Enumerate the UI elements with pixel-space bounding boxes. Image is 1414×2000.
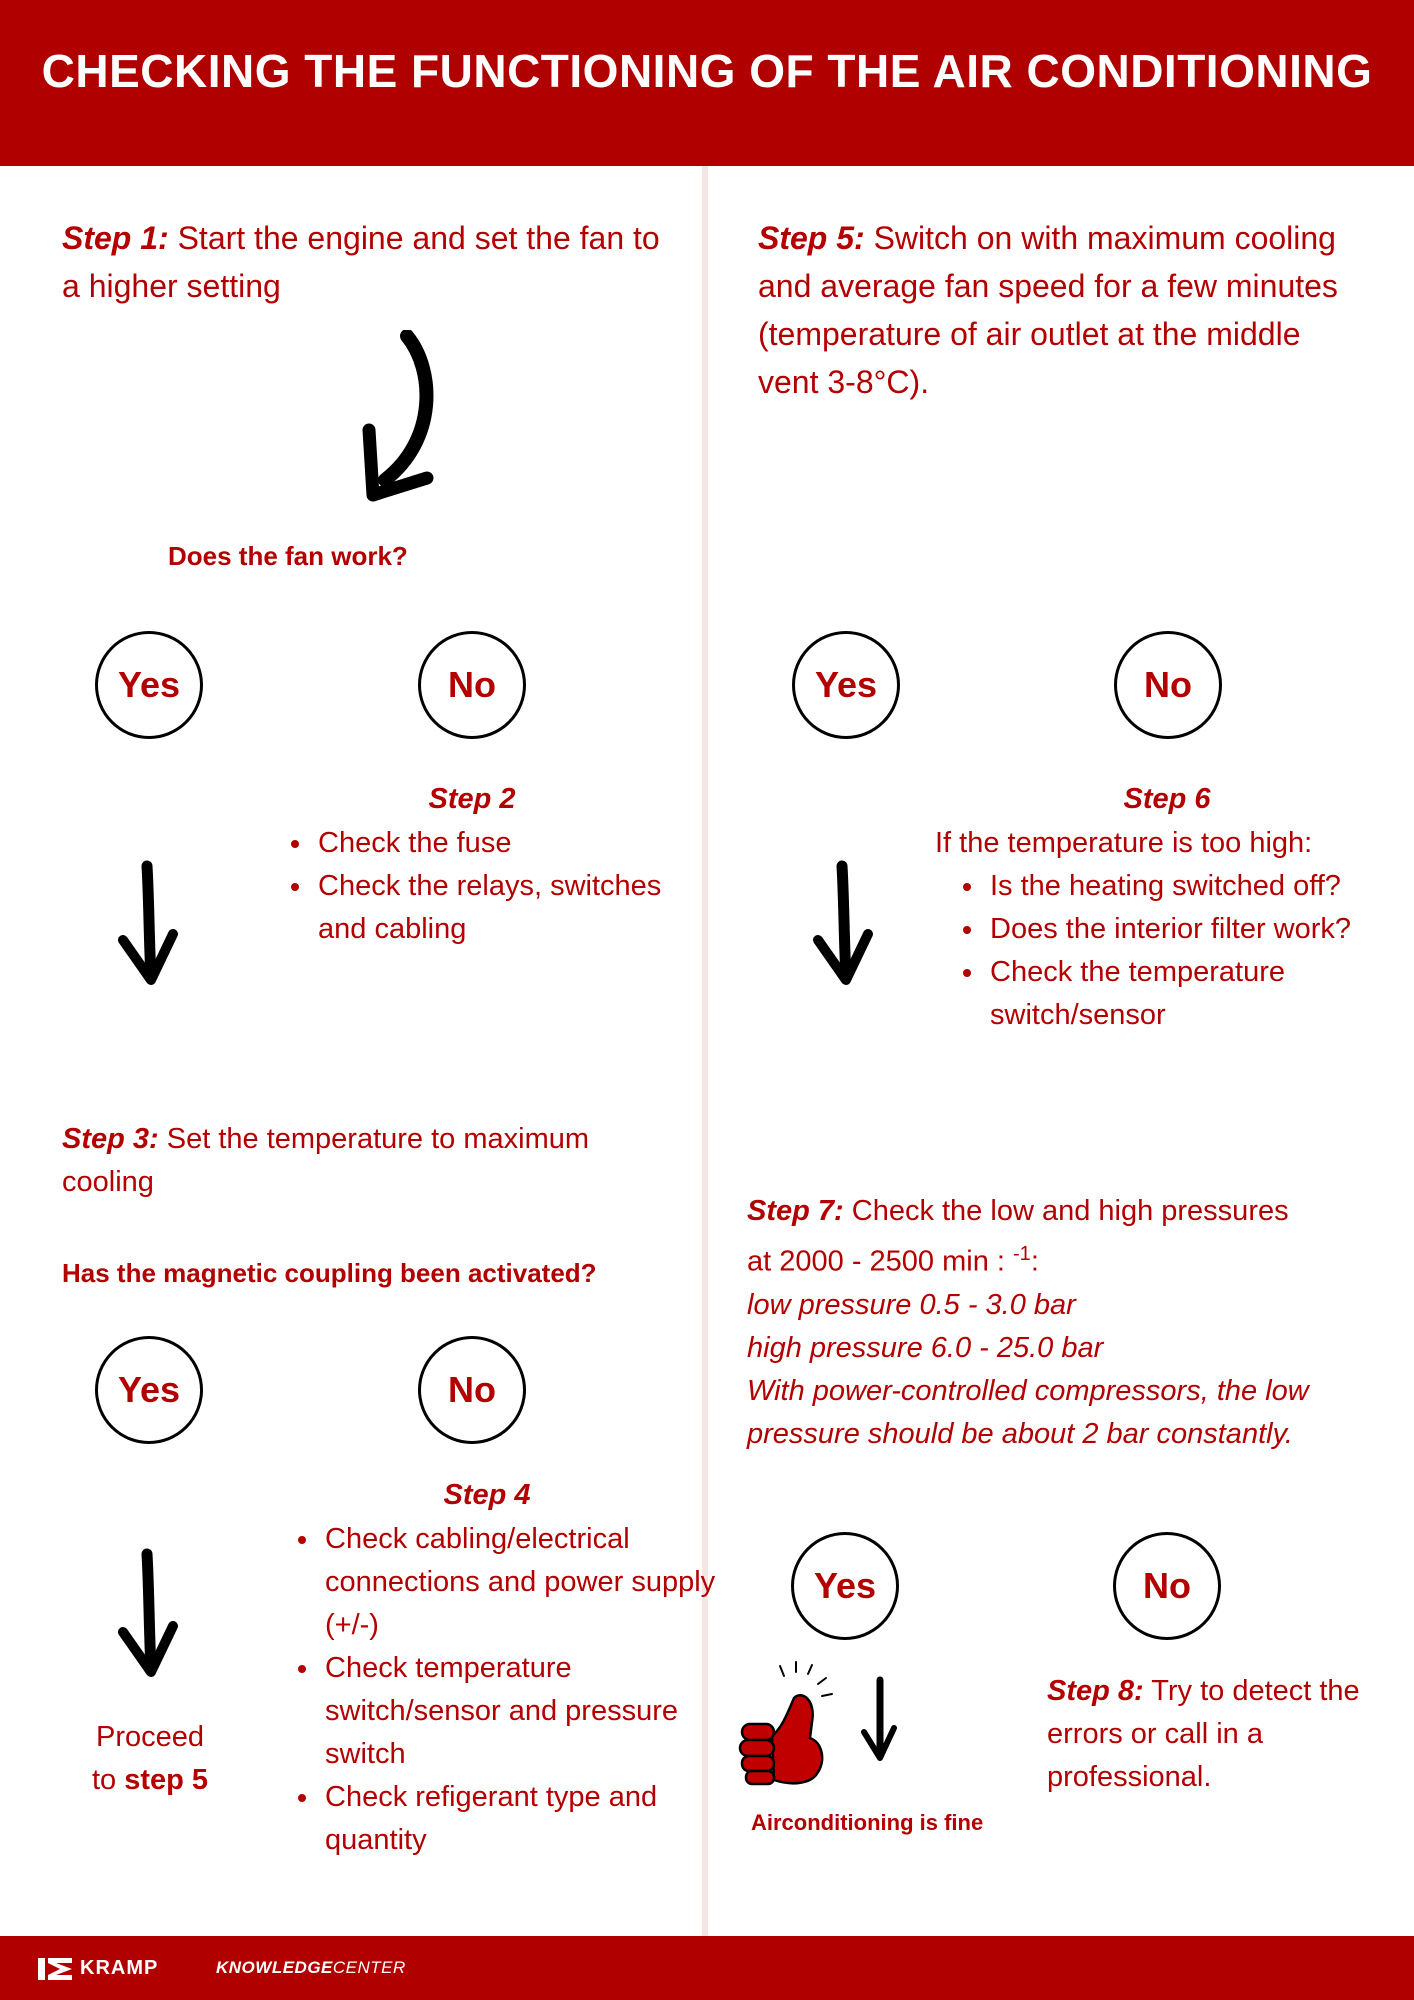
step7-body: Check the low and high pressures [843, 1195, 1289, 1227]
kramp-brand: KRAMP [80, 1957, 159, 1979]
step7-note: With power-controlled compressors, the low pressure should be about 2 bar constantly. [747, 1374, 1309, 1450]
step7-high: high pressure 6.0 - 25.0 bar [747, 1331, 1104, 1364]
step3-text [62, 1118, 682, 1204]
step4-item: • Check cabling/electrical connections and power supply (+/-) [321, 1518, 741, 1647]
small-down-arrow-icon [858, 1676, 902, 1764]
proceed-step5: step 5 [124, 1764, 209, 1796]
proceed-to: to [91, 1764, 125, 1796]
step6-intro: If the temperature is too high: [935, 827, 1313, 859]
step2-item: • Check the relays, switches and cabling [314, 865, 694, 951]
step6-item: • Does the interior filter work? [986, 908, 1414, 951]
step7-rpm: at 2000 - 2500 min : [747, 1245, 1005, 1278]
step6-list [950, 865, 1414, 1037]
step1-label: Step 1: [62, 220, 169, 256]
thumbs-up-icon [732, 1660, 852, 1790]
step4-item: • Check refigerant type and quantity [321, 1776, 741, 1862]
yes-circle-coupling: Yes [95, 1336, 203, 1444]
no-circle-pressure: No [1113, 1532, 1221, 1640]
curved-arrow-icon [355, 330, 465, 505]
no-circle-coupling: No [418, 1336, 526, 1444]
step7-label: Step 7: [747, 1195, 844, 1227]
step7-low: low pressure 0.5 - 3.0 bar [747, 1288, 1076, 1321]
step5-label: Step 5: [758, 220, 865, 256]
step2-list [278, 822, 694, 951]
step6-heading: Step 6 [1123, 783, 1211, 815]
step5-text [758, 214, 1358, 406]
step6-item: • Check the temperature switch/sensor [986, 951, 1414, 1037]
step8-body: Try to detect the errors or call in a professional. [1047, 1675, 1360, 1793]
knowledge-center-label [216, 1958, 406, 1978]
page-title: CHECKING THE FUNCTIONING OF THE AIR CONDITIONING [41, 45, 1373, 97]
step6-item: • Is the heating switched off? [986, 865, 1414, 908]
kc-bold: KNOWLEDGE [216, 1958, 333, 1977]
step4-item: • Check temperature switch/sensor and pressure switch [321, 1647, 741, 1776]
step7-colon: : [1030, 1245, 1039, 1278]
no-circle-fan: No [418, 631, 526, 739]
step1-body: Start the engine and set the fan to a higher setting [62, 220, 660, 304]
yes-circle-pressure: Yes [791, 1532, 899, 1640]
no-circle-cooling: No [1114, 631, 1222, 739]
step2-heading: Step 2 [428, 783, 516, 815]
step8-label: Step 8: [1047, 1675, 1144, 1707]
step2-item: • Check the fuse [314, 822, 694, 865]
kc-light: CENTER [332, 1958, 406, 1977]
yes-circle-fan: Yes [95, 631, 203, 739]
down-arrow-icon [115, 1548, 185, 1683]
step4-list [285, 1518, 741, 1862]
step3-label: Step 3: [62, 1123, 159, 1155]
footer-bar [0, 1936, 1414, 2000]
step5-body: Switch on with maximum cooling and average fan speed for a few minutes (temperature of air outlet at the middle vent 3-8°C). [758, 220, 1338, 400]
question-fan-works: Does the fan work? [168, 541, 408, 571]
step7-sup: -1 [1013, 1243, 1031, 1265]
kramp-logo-icon [38, 1958, 72, 1980]
step8-text [1047, 1670, 1377, 1799]
yes-circle-cooling: Yes [792, 631, 900, 739]
down-arrow-icon [810, 860, 880, 990]
step7-block [747, 1190, 1387, 1456]
proceed-line1: Proceed [95, 1721, 204, 1753]
step3-body: Set the temperature to maximum cooling [62, 1123, 590, 1198]
question-magnetic-coupling: Has the magnetic coupling been activated? [62, 1258, 597, 1288]
down-arrow-icon [115, 860, 185, 990]
airconditioning-fine-label: Airconditioning is fine [751, 1810, 984, 1835]
step1-text [62, 214, 662, 310]
step4-heading: Step 4 [443, 1479, 531, 1511]
proceed-to-step5 [60, 1716, 240, 1802]
